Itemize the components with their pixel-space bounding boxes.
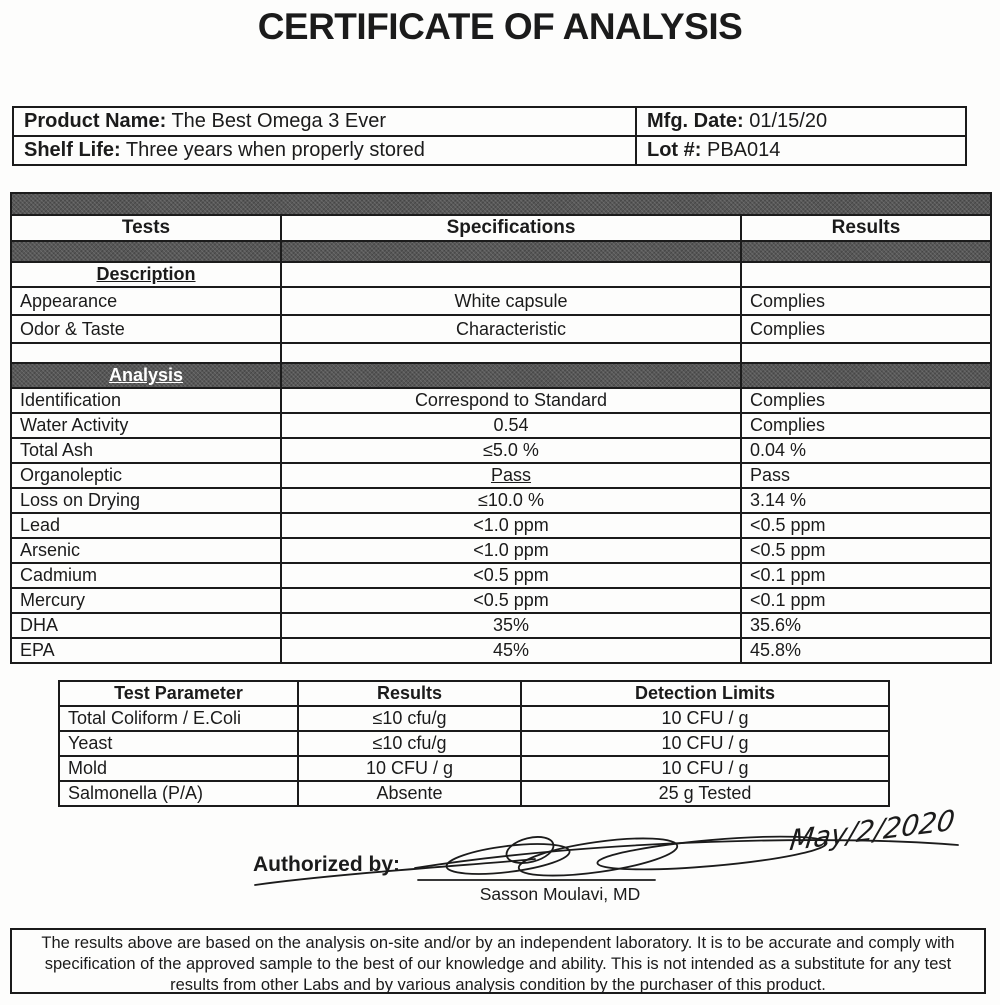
spec-value: <1.0 ppm xyxy=(281,513,741,538)
table-row xyxy=(11,438,991,463)
test-name: Total Ash xyxy=(11,438,281,463)
authorized-by-label: Authorized by: xyxy=(253,853,400,876)
table-row xyxy=(11,538,991,563)
disclaimer-text: The results above are based on the analysis on-site and/or by an independent laboratory. It is to be accurate and comply with specification of the approved sample to the best of our knowledge and ability. This is not intended as a substitute for any test results from other Labs and by various analysis condition by the purchaser of this product. xyxy=(10,928,986,994)
analysis-section-label: Analysis xyxy=(11,363,281,388)
test-name: Appearance xyxy=(11,287,281,315)
signer-name: Sasson Moulavi, MD xyxy=(479,884,641,904)
test-name: Identification xyxy=(11,388,281,413)
spec-value: White capsule xyxy=(281,287,741,315)
shaded-cell xyxy=(281,241,741,262)
result-value: <0.1 ppm xyxy=(741,563,991,588)
empty-cell xyxy=(281,343,741,363)
spec-value: ≤10.0 % xyxy=(281,488,741,513)
test-name: Organoleptic xyxy=(11,463,281,488)
result-value: Complies xyxy=(741,287,991,315)
info-row-2 xyxy=(13,136,966,165)
spec-value: 45% xyxy=(281,638,741,663)
table-row xyxy=(11,613,991,638)
table-row xyxy=(59,756,889,781)
param-result: 10 CFU / g xyxy=(298,756,521,781)
product-info-panel xyxy=(12,106,967,166)
header-tests: Tests xyxy=(11,215,281,241)
empty-cell xyxy=(741,343,991,363)
header-specifications: Specifications xyxy=(281,215,741,241)
result-value: Complies xyxy=(741,315,991,343)
test-name: Loss on Drying xyxy=(11,488,281,513)
empty-cell xyxy=(11,343,281,363)
spec-value: <0.5 ppm xyxy=(281,563,741,588)
table-row xyxy=(11,488,991,513)
analysis-results-table xyxy=(10,192,992,664)
shelf-life-cell xyxy=(13,136,636,165)
empty-cell xyxy=(281,262,741,287)
param-limit: 25 g Tested xyxy=(521,781,889,806)
spec-value: <0.5 ppm xyxy=(281,588,741,613)
param-name: Yeast xyxy=(59,731,298,756)
test-name: Mercury xyxy=(11,588,281,613)
result-value: Complies xyxy=(741,388,991,413)
test-name: Cadmium xyxy=(11,563,281,588)
empty-cell xyxy=(741,262,991,287)
description-section-label: Description xyxy=(11,262,281,287)
table-row xyxy=(11,463,991,488)
description-section-row xyxy=(11,262,991,287)
result-value: Complies xyxy=(741,413,991,438)
result-value: <0.1 ppm xyxy=(741,588,991,613)
table-row xyxy=(59,781,889,806)
table-row xyxy=(11,588,991,613)
spacer-row xyxy=(11,343,991,363)
param-name: Mold xyxy=(59,756,298,781)
analysis-section-row xyxy=(11,363,991,388)
header-detection-limits: Detection Limits xyxy=(521,681,889,706)
test-name: Lead xyxy=(11,513,281,538)
param-result: Absente xyxy=(298,781,521,806)
test-name: EPA xyxy=(11,638,281,663)
table-row xyxy=(11,638,991,663)
lot-number-value: PBA014 xyxy=(707,139,781,161)
result-value: 45.8% xyxy=(741,638,991,663)
mfg-date-value: 01/15/20 xyxy=(749,110,828,132)
table-row xyxy=(11,287,991,315)
header-micro-results: Results xyxy=(298,681,521,706)
test-name: Water Activity xyxy=(11,413,281,438)
info-row-1 xyxy=(13,107,966,136)
microbiology-table xyxy=(58,680,890,807)
result-value: 0.04 % xyxy=(741,438,991,463)
spec-value: ≤5.0 % xyxy=(281,438,741,463)
mfg-date-label: Mfg. Date: xyxy=(647,110,744,132)
result-value: 35.6% xyxy=(741,613,991,638)
result-value: Pass xyxy=(741,463,991,488)
lot-number-label: Lot #: xyxy=(647,139,702,161)
table-row xyxy=(11,413,991,438)
param-limit: 10 CFU / g xyxy=(521,731,889,756)
spec-value: Correspond to Standard xyxy=(281,388,741,413)
result-value: <0.5 ppm xyxy=(741,513,991,538)
table-row xyxy=(59,706,889,731)
spec-value: Pass xyxy=(281,463,741,488)
header-test-parameter: Test Parameter xyxy=(59,681,298,706)
result-value: <0.5 ppm xyxy=(741,538,991,563)
micro-table-header-row xyxy=(59,681,889,706)
test-name: DHA xyxy=(11,613,281,638)
table-row xyxy=(11,388,991,413)
table-row xyxy=(59,731,889,756)
main-table-header-row xyxy=(11,215,991,241)
param-name: Salmonella (P/A) xyxy=(59,781,298,806)
spec-value: <1.0 ppm xyxy=(281,538,741,563)
test-name: Odor & Taste xyxy=(11,315,281,343)
spec-value: 35% xyxy=(281,613,741,638)
table-row xyxy=(11,563,991,588)
shaded-cell xyxy=(741,363,991,388)
mfg-date-cell xyxy=(636,107,966,136)
shaded-band-cell xyxy=(11,193,991,215)
product-name-cell xyxy=(13,107,636,136)
spec-value: 0.54 xyxy=(281,413,741,438)
param-result: ≤10 cfu/g xyxy=(298,731,521,756)
shaded-band-row xyxy=(11,241,991,262)
shelf-life-value: Three years when properly stored xyxy=(125,139,425,161)
table-row xyxy=(11,513,991,538)
shaded-cell xyxy=(281,363,741,388)
lot-number-cell xyxy=(636,136,966,165)
page-title: CERTIFICATE OF ANALYSIS xyxy=(257,6,743,47)
result-value: 3.14 % xyxy=(741,488,991,513)
param-limit: 10 CFU / g xyxy=(521,706,889,731)
shaded-cell xyxy=(11,241,281,262)
spec-value: Characteristic xyxy=(281,315,741,343)
handwritten-date: May/2/2020 xyxy=(787,803,957,858)
param-limit: 10 CFU / g xyxy=(521,756,889,781)
shaded-cell xyxy=(741,241,991,262)
product-name-value: The Best Omega 3 Ever xyxy=(171,110,386,132)
param-result: ≤10 cfu/g xyxy=(298,706,521,731)
product-name-label: Product Name: xyxy=(24,110,167,132)
param-name: Total Coliform / E.Coli xyxy=(59,706,298,731)
header-results: Results xyxy=(741,215,991,241)
test-name: Arsenic xyxy=(11,538,281,563)
shelf-life-label: Shelf Life: xyxy=(24,139,121,161)
table-row xyxy=(11,315,991,343)
shaded-band-top xyxy=(11,193,991,215)
